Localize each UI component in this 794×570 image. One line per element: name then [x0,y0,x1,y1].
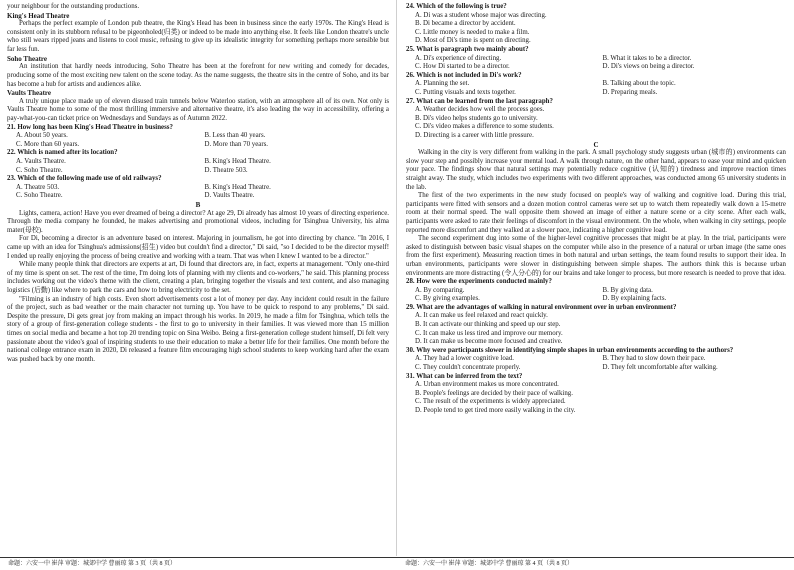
page-footer: 命题：六安一中 崔萍 审题：城郊中学 曹丽琼 第 4 页（共 8 页） [397,557,794,568]
option-d[interactable]: D. They felt uncomfortable after walking. [602,364,718,372]
kings-head-heading: King's Head Theatre [7,11,70,20]
question-stem: 29. What are the advantages of walking in natural environment over in urban environment? [406,303,677,311]
question-stem: 24. Which of the following is true? [406,3,507,10]
page-footer: 命题：六安一中 崔萍 审题：城郊中学 曹丽琼 第 3 页（共 8 页） [0,557,397,568]
question-stem: 28. How were the experiments conducted mainly? [406,278,552,286]
kings-head-paragraph: Perhaps the perfect example of London pub theatre, the King's Head has been in business since the early 1970s. The King's Head is consistent only in its stubborn refusal to be pigeonholed(归类) or indeed to be made into anything else. It feels like London theatre's uncle who still wears ripped jeans and listens to cool music, refusing to give up its idealistic integrity for something perhaps more sensible but far less fun. [7,20,389,54]
option-b[interactable]: B. By giving data. [602,286,653,294]
option-d[interactable]: D. Directing is a career with little pressure. [415,131,534,139]
question-stem: 23. Which of the following made use of old railways? [7,175,162,183]
question-25-options [415,55,786,72]
option-d[interactable]: D. More than 70 years. [204,140,269,148]
option-c[interactable]: C. The result of the experiments is widely appreciated. [415,398,566,406]
option-b[interactable]: B. Di became a director by accident. [415,20,516,28]
question-22-options [16,158,389,175]
option-a[interactable]: A. Di's experience of directing. [415,54,502,62]
question-stem: 25. What is paragraph two mainly about? [406,45,529,53]
option-c[interactable]: C. Di's video makes a difference to some students. [415,123,554,131]
passage-a-ending: your neighbour for the outstanding productions. [7,3,140,10]
option-a[interactable]: A. It can make us feel relaxed and react quickly. [415,312,548,320]
question-30-options [415,355,786,372]
question-26 [406,72,786,81]
question-22 [7,149,389,158]
option-b[interactable]: B. They had to slow down their pace. [602,355,706,363]
option-b[interactable]: B. Less than 40 years. [204,132,266,140]
question-28 [406,278,786,287]
question-27 [406,98,786,107]
question-25 [406,46,786,55]
option-a[interactable]: A. By comparing. [415,286,465,294]
option-a[interactable]: A. Urban environment makes us more concentrated. [415,381,559,389]
option-d[interactable]: D. Di's views on being a director. [602,63,695,71]
option-a[interactable]: A. Di was a student whose major was directing. [415,11,547,19]
question-stem: 21. How long has been King's Head Theatre in business? [7,123,173,131]
passage-b-paragraph-3: While many people think that directors are experts at art, Di found that directors are, in fact, experts at management. "Only one-third of my time is spent on set. The rest of the time, I'm doing lots of planning with my clients and co-workers," he said. This planning process includes working out the video's theme with the client, creating a plan, bringing together the visuals and text content, and also managing logistics (后勤) like where to park the cars and how to bring electricity to the set. [7,261,389,295]
option-d[interactable]: D. Preparing meals. [602,88,658,96]
section-c-heading: C [593,140,599,149]
question-21-options [16,132,389,149]
passage-c-paragraph-1: Walking in the city is very different from walking in the park. A small psychology study suggests urban (城市的) environments can slow your step and possibly increase your mental load. A walk through nature, on the other hand, appears to ease your mind and quicken your pace. The findings show that natural settings may potentially reduce cognitive (认知的) tiredness and improve reaction times straight away. The study, which includes two experiments with two different approaches, was conducted among 65 university students in the lab. [406,149,786,191]
option-a[interactable]: A. Weather decides how well the process goes. [415,106,545,114]
question-29-options [415,312,786,346]
option-d[interactable]: D. By explaining facts. [602,295,667,303]
passage-b-paragraph-1: Lights, camera, action! Have you ever dreamed of being a director? At age 29, Di already has almost 10 years of directing experience. Through the media company he founded, he makes advertising and promotional videos, including for Tsinghua University, his alma mater(母校). [7,209,389,234]
question-stem: 26. Which is not included in Di's work? [406,71,522,79]
passage-c-paragraph-2: The first of the two experiments in the new study focused on people's way of walking and cognitive load. During this trial, participants were fitted with sensors and a dozen motion control cameras were set up to watch them repeatedly walk down a 15-metre room at their normal speed. The wall opposite them showed an image of either a nature scene or a city scene. After each walk, participants were asked to rate their feelings of discomfort in the visual environment. On the whole, when walking in city settings, people reported more discomfort and they walked at a slower pace, indicating a higher cognitive load. [406,192,786,234]
option-c[interactable]: C. Little money is needed to make a film. [415,28,530,36]
option-a[interactable]: A. Planning the set. [415,80,470,88]
section-b-heading: B [195,200,201,209]
soho-paragraph: An institution that hardly needs introducing, Soho Theatre has been at the forefront for new writing and comedy for decades, producing some of the most exciting new talent on the scene today. As the name suggests, the theatre sits in the centre of Soho, and its bar has become a hub for artists and audiences alike. [7,63,389,88]
passage-b-paragraph-4: "Filming is an industry of high costs. Even short advertisements cost a lot of money per day. Any incident could result in the failure of the project, such as bad weather or the main character not turning up. You have to be quick to respond to any problems," Di said. Despite the pressure, Di gets great joy from making an impact through his works. In 2019, he made a film for Tsinghua, which tells the story of a group of first-generation college students - the first to go to university in their families. It was viewed more than 15 million times on social media and became a hot top 20 trending topic on Sina Weibo. Being a first-generation college student himself, Di felt very passionate about the video's goal of inspiring students to use their education to make a better life for their families. One month before the national college entrance exam in 2020, Di released a feature film encouraging high school students to keep working hard after the exam was pushed back by one month. [7,295,389,363]
option-b[interactable]: B. What it takes to be a director. [602,54,692,62]
option-c[interactable]: C. It can make us less tired and improve our memory. [415,329,563,337]
question-24 [406,3,786,12]
option-c[interactable]: C. More than 60 years. [16,140,80,148]
option-d[interactable]: D. It can make us become more focused and creative. [415,338,563,346]
question-23-options [16,184,389,201]
option-c[interactable]: C. By giving examples. [415,295,480,303]
option-a[interactable]: A. About 50 years. [16,132,68,140]
right-page [397,0,794,570]
option-a[interactable]: A. Vaults Theatre. [16,158,66,166]
option-a[interactable]: A. Theatre 503. [16,183,60,191]
option-b[interactable]: B. Di's video helps students go to university. [415,114,538,122]
question-29 [406,304,786,313]
option-c[interactable]: C. Putting visuals and texts together. [415,88,516,96]
option-c[interactable]: C. How Di started to be a director. [415,63,510,71]
question-stem: 30. Why were participants slower in identifying simple shapes in urban environments according to the authors? [406,346,734,354]
question-23 [7,175,389,184]
option-b[interactable]: B. Talking about the topic. [602,80,676,88]
question-31 [406,373,786,382]
question-stem: 31. What can be inferred from the text? [406,372,523,380]
question-26-options [415,80,786,97]
question-28-options [415,287,786,304]
question-31-options [415,381,786,415]
option-c[interactable]: C. They couldn't concentrate properly. [415,364,521,372]
passage-b-paragraph-2: For Di, becoming a director is an adventure based on interest. Majoring in journalism, he got into directing by chance. "In 2016, I came up with an idea for Tsinghua's admissions(招生) video but couldn't find a director," Di said, "so I decided to be the director myself! I ended up really enjoying the process of being creative and working with a team. That was when I knew I wanted to be a director." [7,235,389,260]
option-c[interactable]: C. Soho Theatre. [16,192,63,200]
option-a[interactable]: A. They had a lower cognitive load. [415,355,514,363]
option-d[interactable]: D. Most of Di's time is spent on directing. [415,37,531,45]
question-21 [7,124,389,133]
option-d[interactable]: D. Theatre 503. [204,166,248,174]
option-b[interactable]: B. King's Head Theatre. [204,183,271,191]
vaults-paragraph: A truly unique place made up of eleven disused train tunnels below Waterloo station, with an atmosphere all of its own. Not only is Vaults Theatre home to some of the most thrilling immersive and alternative theatre, it's also leading the way in accessibility, offering a pay-what-you-can ticket price on Wednesdays and Sundays as of Autumn 2022. [7,97,389,123]
option-d[interactable]: D. Vaults Theatre. [204,192,255,200]
option-b[interactable]: B. King's Head Theatre. [204,158,271,166]
soho-heading: Soho Theatre [7,54,47,63]
question-stem: 22. Which is named after its location? [7,149,118,157]
question-stem: 27. What can be learned from the last paragraph? [406,97,553,105]
passage-c-paragraph-3: The second experiment dug into some of the higher-level cognitive processes that might be at play. In the trial, participants were asked to distinguish between basic visual shapes on the computer while also in the presence of a natural or urban image (the same ones from the first experiment). Measuring reaction times in both natural and urban settings, the team found results to support their idea. In urban environments, participants were slower in distinguishing between simple shapes. The authors think this is because urban environments are more distracting (令人分心的) for our brains and take longer to process, but more research is needed to prove that idea. [406,235,786,277]
option-c[interactable]: C. Soho Theatre. [16,166,63,174]
option-d[interactable]: D. People tend to get tired more easily walking in the city. [415,407,576,415]
question-30 [406,347,786,356]
option-b[interactable]: B. People's feelings are decided by their pace of walking. [415,389,573,397]
question-27-options [415,106,786,140]
option-b[interactable]: B. It can activate our thinking and speed up our step. [415,321,561,329]
question-24-options [415,12,786,46]
vaults-heading: Vaults Theatre [7,89,52,98]
